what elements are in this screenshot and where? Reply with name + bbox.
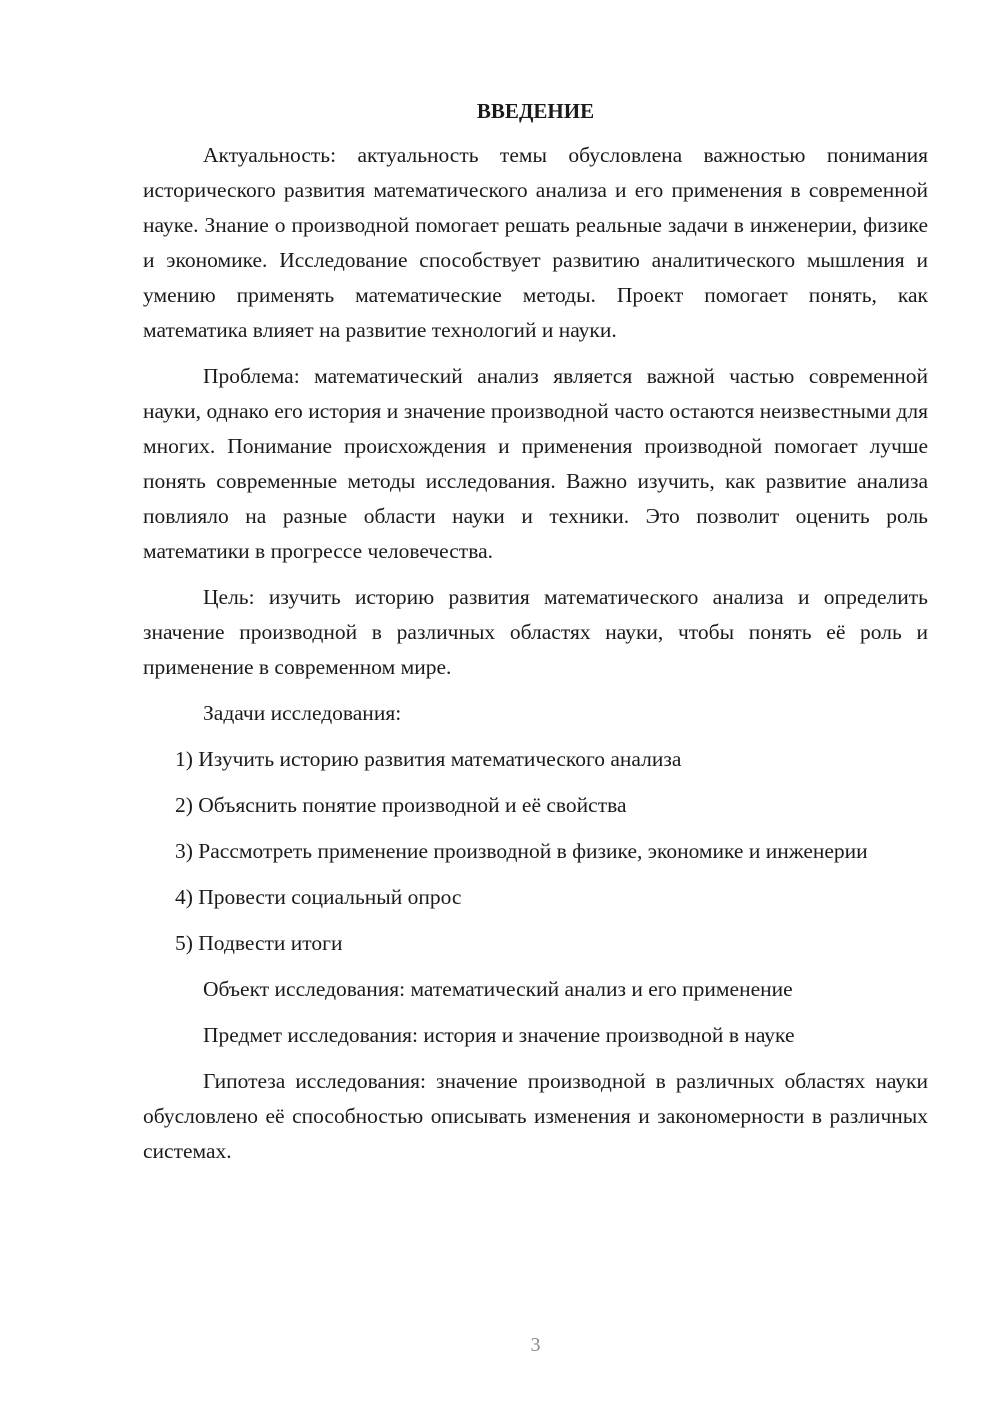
subject-paragraph: Предмет исследования: история и значение производной в науке: [203, 1023, 795, 1047]
object-paragraph: Объект исследования: математический анализ и его применение: [203, 977, 793, 1001]
hypothesis-paragraph: Гипотеза исследования: значение производной в различных областях науки обусловлено её способностью описывать изменения и закономерности в различных системах.: [143, 1069, 928, 1163]
task-item: 1) Изучить историю развития математического анализа: [175, 747, 682, 771]
problem-paragraph: Проблема: математический анализ является важной частью современной науки, однако его история и значение производной часто остаются неизвестными для многих. Понимание происхождения и применения производной помогает лучше понять современные методы исследования. Важно изучить, как развитие анализа повлияло на разные области науки и техники. Это позволит оценить роль математики в прогрессе человечества.: [143, 364, 928, 563]
page-title: ВВЕДЕНИЕ: [476, 99, 595, 123]
goal-paragraph: Цель: изучить историю развития математического анализа и определить значение производной в различных областях науки, чтобы понять её роль и применение в современном мире.: [143, 585, 928, 679]
relevance-paragraph: Актуальность: актуальность темы обусловлена важностью понимания исторического развития математического анализа и его применения в современной науке. Знание о производной помогает решать реальные задачи в инженерии, физике и экономике. Исследование способствует развитию аналитического мышления и умению применять математические методы. Проект помогает понять, как математика влияет на развитие технологий и науки.: [143, 143, 928, 342]
task-item: 4) Провести социальный опрос: [175, 885, 462, 909]
page-number: 3: [530, 1334, 541, 1356]
task-item: 5) Подвести итоги: [175, 931, 343, 955]
task-item: 3) Рассмотреть применение производной в физике, экономике и инженерии: [175, 839, 868, 863]
task-item: 2) Объяснить понятие производной и её свойства: [175, 793, 627, 817]
tasks-heading: Задачи исследования:: [203, 701, 402, 725]
document-page: [143, 96, 928, 1169]
